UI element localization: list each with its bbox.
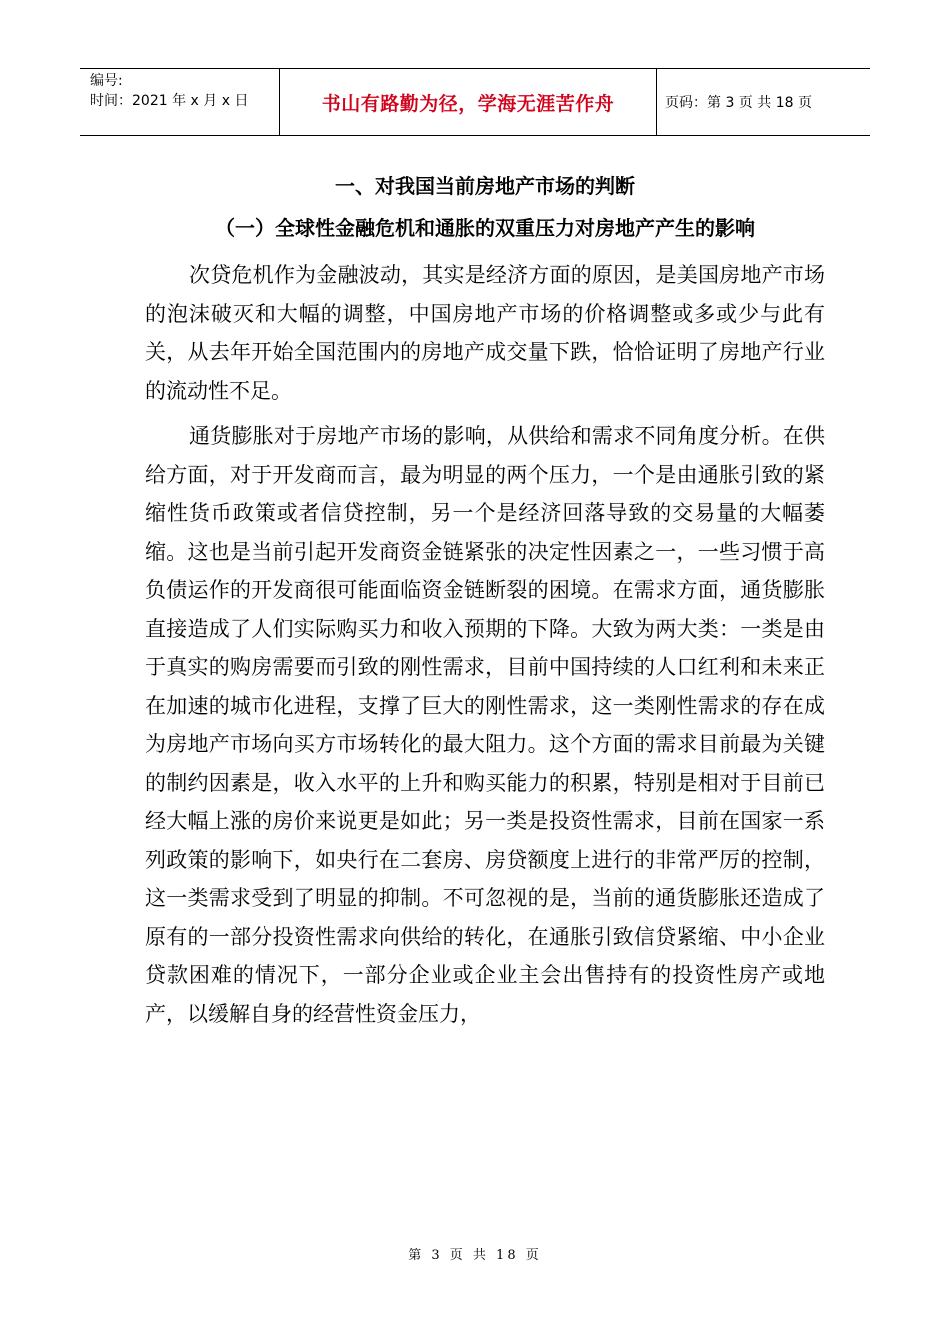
section-title: 一、对我国当前房地产市场的判断	[335, 174, 635, 198]
paragraph: 通货膨胀对于房地产市场的影响，从供给和需求不同角度分析。在供给方面，对于开发商而言，最为明显的两个压力，一个是由通胀引致的紧缩性货币政策或者信贷控制，另一个是经济回落导致的交易量的大幅萎缩。这也是当前引起开发商资金链紧张的决定性因素之一，一些习惯于高负债运作的开发商很可能面临资金链断裂的困境。在需求方面，通货膨胀直接造成了人们实际购买力和收入预期的下降。大致为两大类：一类是由于真实的购房需要而引致的刚性需求，目前中国持续的人口红利和未来正在加速的城市化进程，支撑了巨大的刚性需求，这一类刚性需求的存在成为房地产市场向买方市场转化的最大阻力。这个方面的需求目前最为关键的制约因素是，收入水平的上升和购买能力的积累，特别是相对于目前已经大幅上涨的房价来说更是如此；另一类是投资性需求，目前在国家一系列政策的影响下，如央行在二套房、房贷额度上进行的非常严厉的控制，这一类需求受到了明显的抑制。不可忽视的是，当前的通货膨胀还造成了原有的一部分投资性需求向供给的转化，在通胀引致信贷紧缩、中小企业贷款困难的情况下，一部分企业或企业主会出售持有的投资性房产或地产，以缓解自身的经营性资金压力，	[145, 424, 825, 1026]
header-motto-cell	[280, 69, 657, 135]
page-footer: 第 3 页 共 18 页	[408, 1248, 542, 1263]
body-text	[145, 256, 825, 1040]
paragraph: 次贷危机作为金融波动，其实是经济方面的原因，是美国房地产市场的泡沫破灭和大幅的调整，中国房地产市场的价格调整或多或少与此有关，从去年开始全国范围内的房地产成交量下跌，恰恰证明了房地产行业的流动性不足。	[145, 263, 825, 403]
header-motto: 书山有路勤为径，学海无涯苦作舟	[321, 92, 615, 115]
header-page-info: 页码：第 3 页 共 18 页	[665, 95, 812, 111]
document-date: 时间：2021 年 x 月 x 日	[90, 93, 249, 109]
header-page-cell	[657, 69, 870, 135]
document-header	[80, 68, 870, 136]
document-number-label: 编号:	[90, 73, 123, 89]
header-meta-cell	[80, 69, 280, 135]
subsection-title: （一）全球性金融危机和通胀的双重压力对房地产产生的影响	[215, 216, 755, 240]
